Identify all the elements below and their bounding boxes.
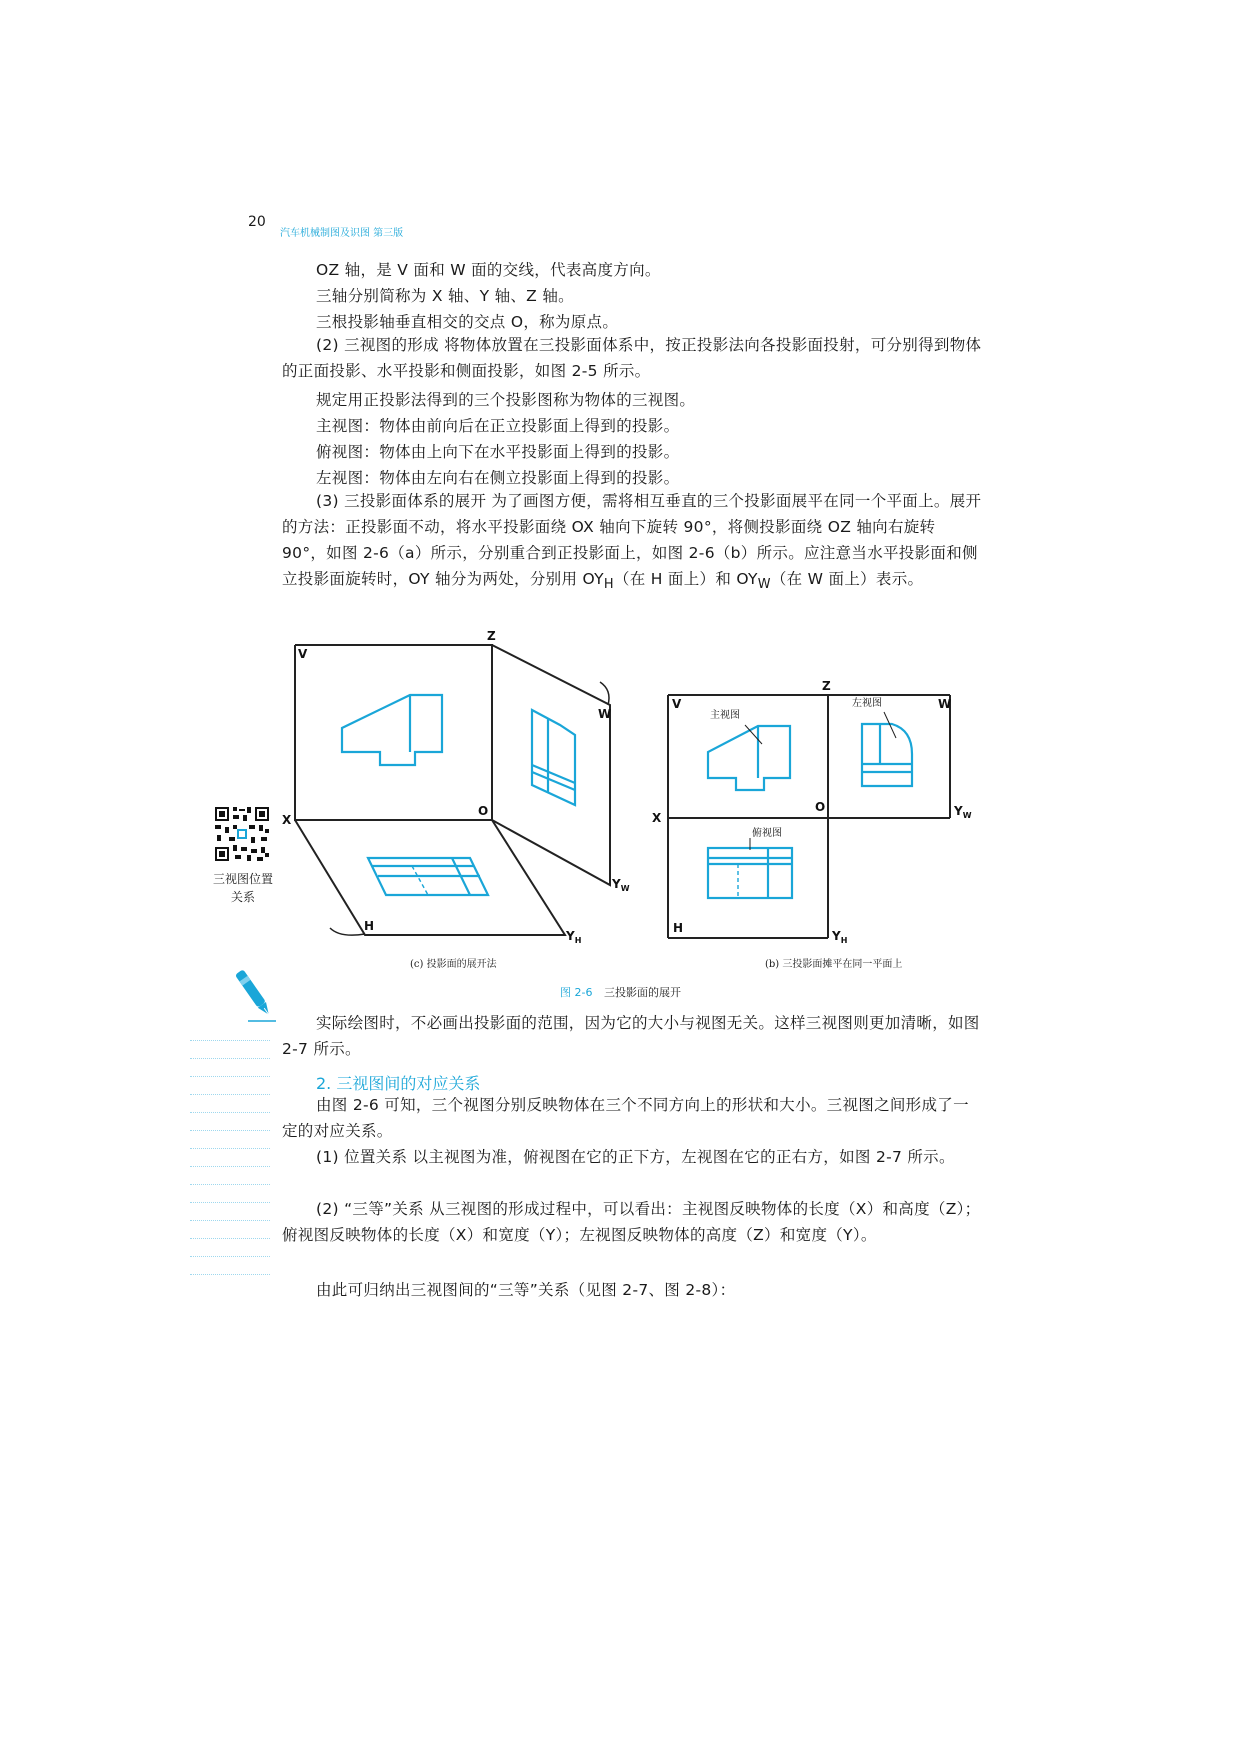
label-a-o: O — [478, 804, 489, 818]
label-b-w: W — [938, 697, 952, 711]
text-define-views: 规定用正投影法得到的三个投影图称为物体的三视图。 — [316, 391, 696, 409]
caption-b: (b) 三投影面摊平在同一平面上 — [765, 959, 903, 970]
para-unfold: (3) 三投影面体系的展开 为了画图方便，需将相互垂直的三个投影面展平在同一个平面上。展开的方法：正投影面不动，将水平投影面绕 OX 轴向下旋转 90°，将侧投影面绕 OZ 轴向右旋转 90°，如图 2-6（a）所示，分别重合到正投影面上，如图 2-6（b）所示。应注意当水平投影面和侧立投影面旋转时，OY 轴分为两处，分别用 $OY_H$（在 H 面上）和 $OY_W$（在 W 面上）表示。 — [282, 492, 982, 593]
pen-icon — [230, 965, 280, 1025]
label-left-view: 左视图 — [852, 698, 882, 709]
para-practice: 实际绘图时，不必画出投影面的范围，因为它的大小与视图无关。这样三视图则更加清晰，如图 2-7 所示。 — [282, 1014, 980, 1058]
plane-h — [295, 820, 565, 935]
top-view-flat — [708, 848, 792, 898]
object-views-3d — [342, 695, 575, 895]
label-b-yh: $Y_H$ — [832, 929, 848, 945]
label-b-o: O — [815, 800, 826, 814]
label-b-yw: $Y_W$ — [954, 804, 972, 820]
label-b-x: X — [652, 811, 662, 825]
label-front-view: 主视图 — [710, 710, 740, 721]
label-a-z: Z — [487, 629, 496, 643]
object-views-flat — [708, 724, 912, 898]
para-relation: 由图 2-6 可知，三个视图分别反映物体在三个不同方向上的形状和大小。三视图之间形成了一定的对应关系。 — [282, 1096, 969, 1140]
label-a-yw: $Y_W$ — [612, 877, 630, 893]
front-view-flat — [708, 726, 790, 790]
figure-title: 三投影面的展开 — [603, 986, 681, 999]
label-b-v: V — [672, 697, 682, 711]
text-oz-axis: OZ 轴，是 V 面和 W 面的交线，代表高度方向。 — [316, 261, 661, 279]
para-formation: (2) 三视图的形成 将物体放置在三投影面体系中，按正投影法向各投影面投射，可分别得到物体的正面投影、水平投影和侧面投影，如图 2-5 所示。 — [282, 336, 982, 380]
caption-a: (c) 投影面的展开法 — [410, 959, 497, 970]
text-top-view: 俯视图：物体由上向下在水平投影面上得到的投影。 — [316, 443, 680, 461]
text-origin: 三根投影轴垂直相交的交点 O，称为原点。 — [316, 313, 619, 331]
figure-caption — [560, 984, 681, 1000]
front-projection-3d — [342, 695, 442, 765]
section-heading: 2. 三视图间的对应关系 — [316, 1074, 481, 1093]
text-axis-names: 三轴分别简称为 X 轴、Y 轴、Z 轴。 — [316, 287, 574, 305]
text-left-view: 左视图：物体由左向右在侧立投影面上得到的投影。 — [316, 469, 680, 487]
label-top-view: 俯视图 — [752, 828, 782, 839]
label-a-v: V — [298, 647, 308, 661]
text-front-view: 主视图：物体由前向后在正立投影面上得到的投影。 — [316, 417, 680, 435]
label-a-x: X — [282, 813, 292, 827]
margin-note-lines — [190, 1040, 270, 1292]
qr-label: 三视图位置关系 — [212, 872, 273, 904]
label-a-w: W — [598, 707, 612, 721]
top-projection-3d — [368, 858, 488, 895]
label-a-h: H — [364, 919, 375, 933]
figure-number: 图 2-6 — [560, 986, 593, 999]
side-projection-3d — [532, 710, 575, 805]
label-b-h: H — [673, 921, 684, 935]
label-a-yh: $Y_H$ — [566, 929, 582, 945]
plane-v — [295, 645, 492, 820]
plane-w — [492, 645, 610, 885]
diagram-unfolding-3d — [295, 645, 610, 935]
text-summary: 由此可归纳出三视图间的“三等”关系（见图 2-7、图 2-8）： — [316, 1281, 736, 1299]
para-position: (1) 位置关系 以主视图为准，俯视图在它的正下方，左视图在它的正右方，如图 2-7 所示。 — [316, 1148, 955, 1166]
label-b-z: Z — [822, 679, 831, 693]
left-view-flat — [862, 724, 912, 786]
qr-code[interactable] — [213, 805, 271, 863]
para-three-equal: (2) “三等”关系 从三视图的形成过程中，可以看出：主视图反映物体的长度（X）和高度（Z）；俯视图反映物体的长度（X）和宽度（Y）；左视图反映物体的高度（Z）和宽度（Y）。 — [282, 1200, 981, 1244]
diagram-unfolded-flat — [668, 695, 950, 938]
page-number: 20 — [248, 214, 266, 230]
running-head: 汽车机械制图及识图 第三版 — [280, 228, 404, 239]
